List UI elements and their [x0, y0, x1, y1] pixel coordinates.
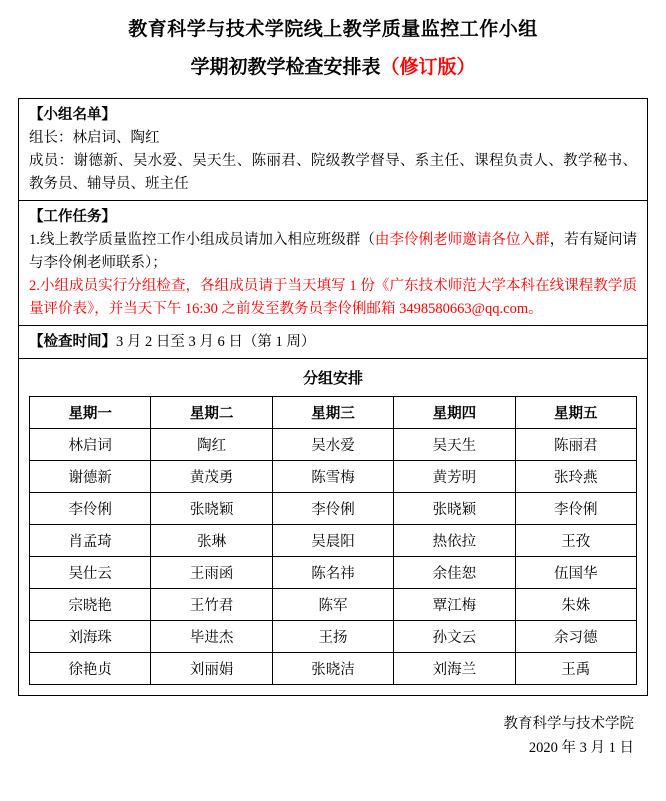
table-cell: 余佳恕	[394, 557, 515, 589]
table-cell: 陈名祎	[272, 557, 393, 589]
table-cell: 伍国华	[515, 557, 636, 589]
table-cell: 张琳	[151, 525, 272, 557]
group-arrangement-title: 分组安排	[302, 371, 363, 387]
table-row	[30, 653, 637, 685]
table-cell: 李伶俐	[515, 493, 636, 525]
members-leader-line	[29, 127, 637, 150]
table-cell: 刘海珠	[30, 621, 151, 653]
title-line-2-note: （修订版）	[380, 57, 476, 78]
table-cell: 林启词	[30, 429, 151, 461]
table-row	[30, 525, 637, 557]
title-line-2	[18, 52, 648, 84]
members-list-label: 成员：	[29, 153, 74, 169]
table-cell: 吴水爱	[272, 429, 393, 461]
table-cell: 黄芳明	[394, 461, 515, 493]
document-footer	[18, 712, 648, 760]
members-list-line	[29, 150, 637, 196]
task-1-text-red: 由李伶俐老师邀请各位入群	[374, 232, 550, 248]
tasks-heading: 【工作任务】	[29, 209, 116, 225]
table-cell: 毕进杰	[151, 621, 272, 653]
table-cell: 李伶俐	[272, 493, 393, 525]
footer-date: 2020 年 3 月 1 日	[528, 740, 634, 756]
table-cell: 朱姝	[515, 589, 636, 621]
table-cell: 张晓颖	[151, 493, 272, 525]
table-cell: 黄茂勇	[151, 461, 272, 493]
schedule-table-wrapper	[29, 396, 637, 685]
check-time-value: 3 月 2 日至 3 月 6 日（第 1 周）	[116, 334, 316, 350]
table-cell: 刘丽娟	[151, 653, 272, 685]
table-header-cell: 星期三	[272, 397, 393, 429]
table-cell: 余习德	[515, 621, 636, 653]
members-leader-value: 林启词、陶红	[72, 130, 160, 146]
table-cell: 王扬	[272, 621, 393, 653]
document-title-block	[18, 0, 648, 84]
table-row	[30, 461, 637, 493]
table-cell: 王雨函	[151, 557, 272, 589]
table-header-cell: 星期四	[394, 397, 515, 429]
task-1-text-a: 1.线上教学质量监控工作小组成员请加入相应班级群（	[29, 232, 375, 248]
table-cell: 热依拉	[394, 525, 515, 557]
check-time-section	[19, 326, 647, 358]
task-1-text-b: ，若有疑问请与李伶俐老师联系）；	[29, 232, 638, 271]
table-cell: 王孜	[515, 525, 636, 557]
table-header-cell: 星期二	[151, 397, 272, 429]
table-row	[30, 621, 637, 653]
check-time-heading: 【检查时间】	[29, 334, 116, 350]
members-heading: 【小组名单】	[29, 107, 116, 123]
table-cell: 刘海兰	[394, 653, 515, 685]
content-box	[18, 98, 648, 696]
table-cell: 陈军	[272, 589, 393, 621]
members-section	[19, 99, 647, 200]
table-cell: 吴仕云	[30, 557, 151, 589]
table-row	[30, 429, 637, 461]
table-row	[30, 589, 637, 621]
title-line-2-main: 学期初教学检查安排表	[190, 57, 381, 78]
table-cell: 覃江梅	[394, 589, 515, 621]
task-item-1	[29, 229, 637, 275]
task-item-2: 2.小组成员实行分组检查，各组成员请于当天填写 1 份《广东技术师范大学本科在线课程教学质量评价表》，并当天下午 16:30 之前发至教务员李伶俐邮箱 3498580663@qq.com。	[29, 278, 637, 317]
table-cell: 陶红	[151, 429, 272, 461]
table-row	[30, 557, 637, 589]
table-cell: 谢德新	[30, 461, 151, 493]
table-header-cell: 星期一	[30, 397, 151, 429]
table-cell: 吴晨阳	[272, 525, 393, 557]
table-row	[30, 493, 637, 525]
members-leader-label: 组长：	[29, 130, 73, 146]
table-cell: 陈丽君	[515, 429, 636, 461]
table-header-row	[30, 397, 637, 429]
table-cell: 王禹	[515, 653, 636, 685]
table-header-cell: 星期五	[515, 397, 636, 429]
title-line-1: 教育科学与技术学院线上教学质量监控工作小组	[128, 19, 538, 40]
table-cell: 李伶俐	[30, 493, 151, 525]
tasks-section	[19, 201, 647, 325]
table-cell: 陈雪梅	[272, 461, 393, 493]
table-cell: 孙文云	[394, 621, 515, 653]
table-cell: 张玲燕	[515, 461, 636, 493]
schedule-table	[29, 396, 637, 685]
footer-org: 教育科学与技术学院	[503, 716, 634, 732]
table-cell: 徐艳贞	[30, 653, 151, 685]
table-cell: 王竹君	[151, 589, 272, 621]
members-list-value: 谢德新、吴水爱、吴天生、陈丽君、院级教学督导、系主任、课程负责人、教学秘书、教务员、辅导员、班主任	[29, 153, 637, 192]
table-cell: 张晓颖	[394, 493, 515, 525]
table-cell: 张晓洁	[272, 653, 393, 685]
table-cell: 肖孟琦	[30, 525, 151, 557]
table-cell: 吴天生	[394, 429, 515, 461]
table-cell: 宗晓艳	[30, 589, 151, 621]
